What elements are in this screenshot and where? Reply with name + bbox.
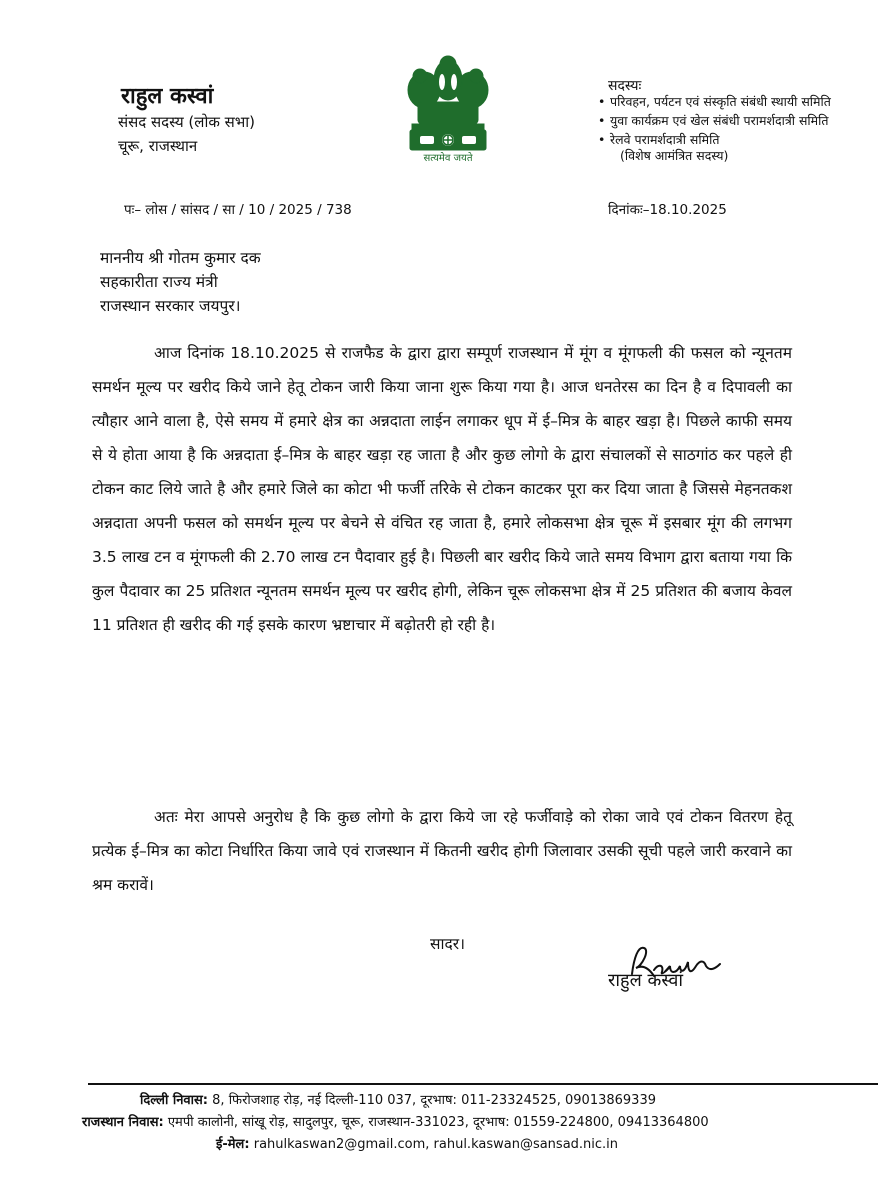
addressee-office: राजस्थान सरकार जयपुर। <box>100 297 241 315</box>
body-paragraph-1: आज दिनांक 18.10.2025 से राजफैड के द्वारा द्वारा सम्पूर्ण राजस्थान में मूंग व मूंगफली की फसल को न्यूनतम समर्थन मूल्य पर खरीद किये जाने हेतू टोकन जारी किया जाना शुरू किया गया है। आज धनतेरस का दिन है व दिपावली का त्यौहार आने वाला है, ऐसे समय में हमारे क्षेत्र का अन्नदाता लाईन लगाकर धूप में ई–मित्र के बाहर खड़ा है। पिछले काफी समय से ये होता आया है कि अन्नदाता ई–मित्र के बाहर खड़ा रह जाता है और कुछ लोगो के द्वारा संचालकों से साठगांठ कर पहले ही टोकन काट लिये जाते है और हमारे जिले का कोटा भी फर्जी तरिके से टोकन काटकर पूरा कर दिया जाता है जिससे मेहनतकश अन्नदाता अपनी फसल को समर्थन मूल्य पर बेचने से वंचित रह जाता है, हमारे लोकसभा क्षेत्र चूरू में इसबार मूंग की लगभग 3.5 लाख टन व मूंगफली की 2.70 लाख टन पैदावार हुई है। पिछली बार खरीद किये जाते समय विभाग द्वारा बताया गया कि कुल पैदावार का 25 प्रतिशत न्यूनतम समर्थन मूल्य पर खरीद होगी, लेकिन चूरू लोकसभा क्षेत्र में 25 प्रतिशत की बजाय केवल 11 प्रतिशत ही खरीद की गई इसके कारण भ्रष्टाचार में बढ़ोतरी हो रही है। <box>92 344 792 634</box>
closing-salutation: सादर। <box>430 935 465 953</box>
committee-item: • रेलवे परामर्शदात्री समिति (विशेष आमंत्रित सदस्य) <box>596 132 856 164</box>
committee-item: • परिवहन, पर्यटन एवं संस्कृति संबंधी स्थायी समिति <box>596 94 856 110</box>
committees-heading: सदस्यः <box>608 78 642 94</box>
signatory-name: राहुल कस्वां <box>608 970 684 991</box>
committee-note: (विशेष आमंत्रित सदस्य) <box>620 148 729 163</box>
footer-divider <box>88 1083 878 1085</box>
letter-date: दिनांकः–18.10.2025 <box>608 202 727 218</box>
addressee-name: माननीय श्री गोतम कुमार दक <box>100 249 261 267</box>
emblem-caption: सत्यमेव जयते <box>423 153 473 164</box>
sender-location: चूरू, राजस्थान <box>118 137 198 155</box>
committee-item: • युवा कार्यक्रम एवं खेल संबंधी परामर्शदात्री समिति <box>596 113 856 129</box>
sender-name: राहुल कस्वां <box>121 84 214 109</box>
body-paragraph-2: अतः मेरा आपसे अनुरोध है कि कुछ लोगो के द्वारा किये जा रहे फर्जीवाड़े को रोका जावे एवं टोकन वितरण हेतू प्रत्येक ई–मित्र का कोटा निर्धारित किया जावे एवं राजस्थान में कितनी खरीद होगी जिलावार उसकी सूची पहले जारी करवाने का श्रम करावें। <box>92 808 792 894</box>
footer-email: ई-मेल: rahulkaswan2@gmail.com, rahul.kaswan@sansad.nic.in <box>216 1137 619 1152</box>
addressee-designation: सहकारीता राज्य मंत्री <box>100 273 218 291</box>
sender-designation: संसद सदस्य (लोक सभा) <box>118 113 256 131</box>
footer-rajasthan-address: राजस्थान निवास: एमपी कालोनी, सांखू रोड़, सादुलपुर, चूरू, राजस्थान-331023, दूरभाष: 01559-224800, 09413364800 <box>82 1115 709 1130</box>
committee-list <box>596 94 856 167</box>
footer-delhi-address: दिल्ली निवास: 8, फिरोजशाह रोड़, नई दिल्ली-110 037, दूरभाष: 011-23324525, 09013869339 <box>140 1093 656 1108</box>
reference-number: पः– लोस / सांसद / सा / 10 / 2025 / 738 <box>124 202 352 218</box>
